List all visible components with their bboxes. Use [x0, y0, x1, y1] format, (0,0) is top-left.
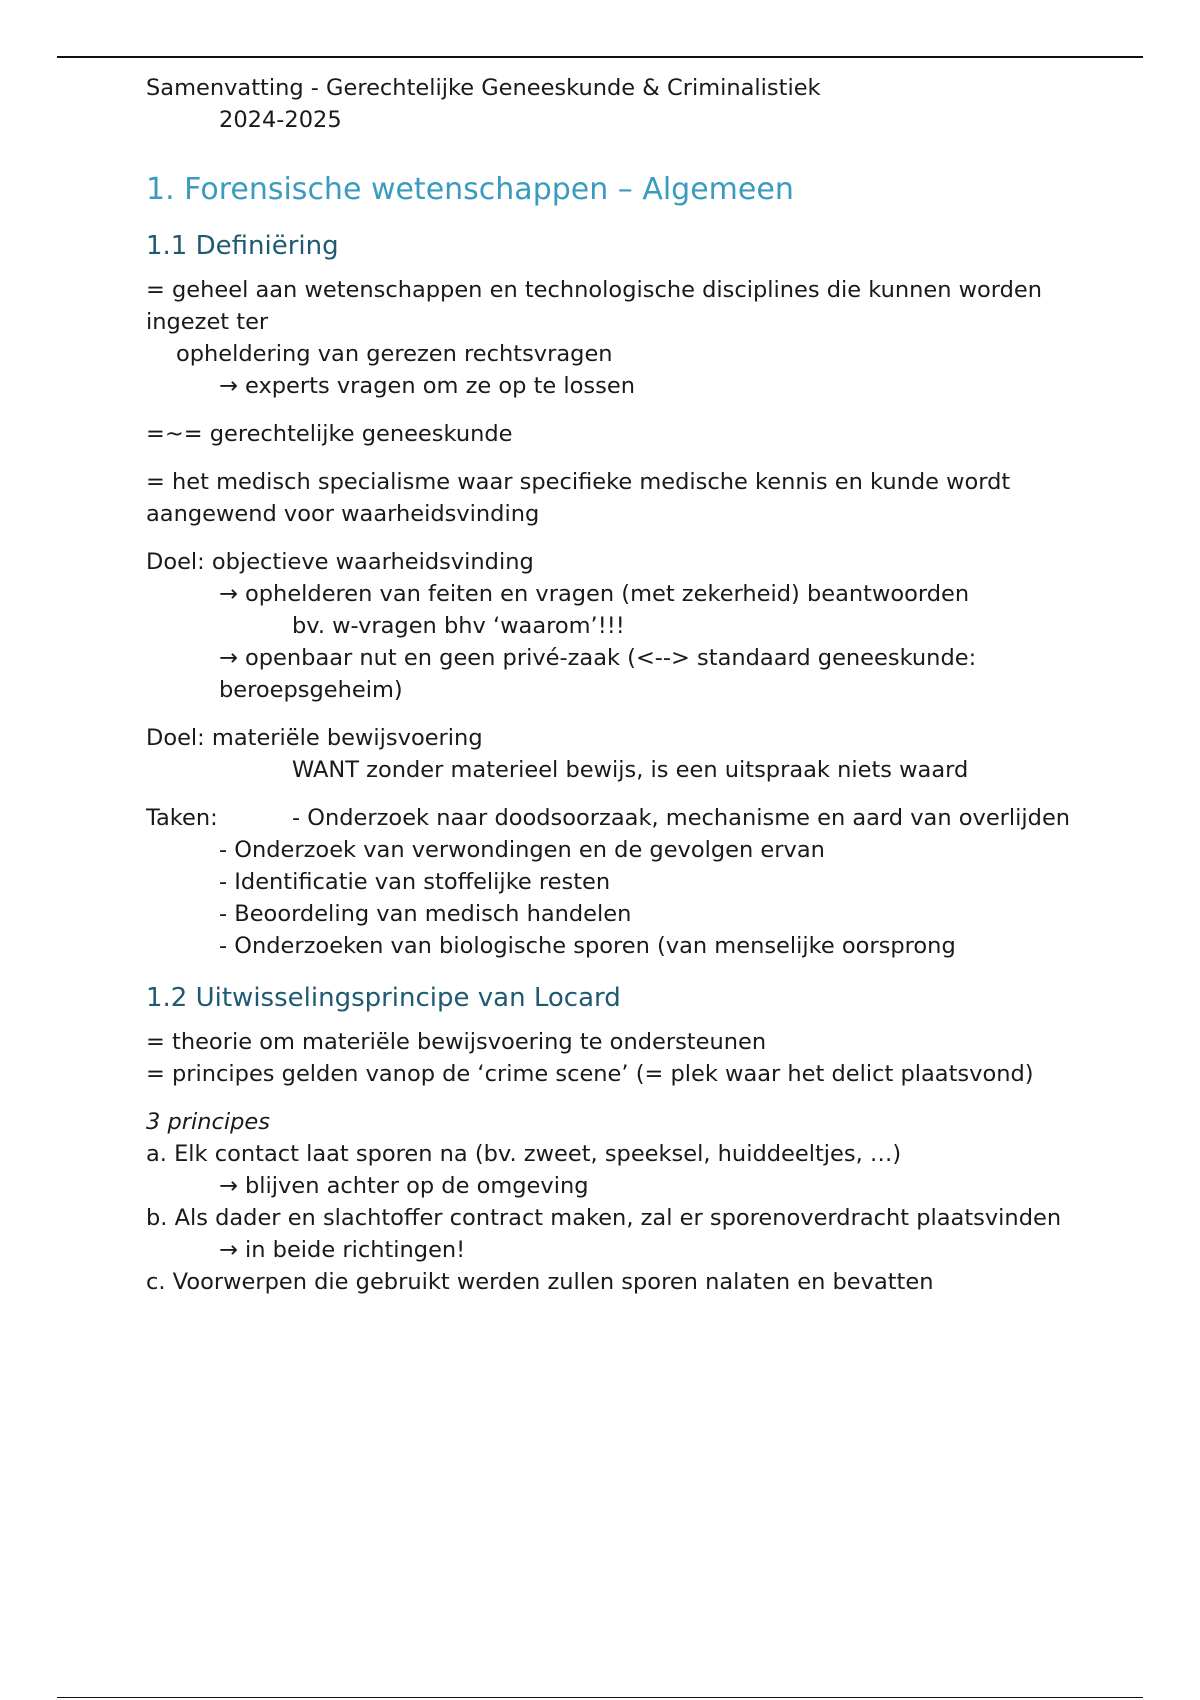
- taken-item: - Beoordeling van medisch handelen: [219, 901, 632, 927]
- principe-a: a. Elk contact laat sporen na (bv. zweet, speeksel, huiddeeltjes, …): [146, 1141, 902, 1167]
- doel-waarheidsvinding: Doel: objectieve waarheidsvinding: [146, 549, 534, 575]
- definition-text: = geheel aan wetenschappen en technologische disciplines die kunnen worden ingezet ter: [146, 277, 1043, 335]
- approx-line: =~= gerechtelijke geneeskunde: [146, 421, 513, 447]
- taken-item: - Onderzoeken van biologische sporen (van menselijke oorsprong: [219, 933, 956, 959]
- principe-b: b. Als dader en slachtoffer contract maken, zal er sporenoverdracht plaatsvinden: [146, 1205, 1062, 1231]
- document-year: 2024-2025: [219, 107, 342, 133]
- medisch-definition: = het medisch specialisme waar specifieke medische kennis en kunde wordt aangewend voor waarheidsvinding: [146, 469, 1011, 527]
- doel-arrow-openbaar: → openbaar nut en geen privé-zaak (<--> standaard geneeskunde: beroepsgeheim): [219, 645, 977, 703]
- header-rule: [57, 56, 1143, 58]
- definition-text-cont: opheldering van gerezen rechtsvragen: [176, 341, 613, 367]
- taken-item: - Identificatie van stoffelijke resten: [219, 869, 611, 895]
- principe-a-arrow: → blijven achter op de omgeving: [219, 1173, 589, 1199]
- doel-bewijsvoering: Doel: materiële bewijsvoering: [146, 725, 483, 751]
- footer-rule: [57, 1697, 1143, 1698]
- taken-item: - Onderzoek van verwondingen en de gevolgen ervan: [219, 837, 825, 863]
- principes-label: 3 principes: [146, 1109, 270, 1135]
- document-page: [146, 72, 1096, 1298]
- definition-arrow-line: → experts vragen om ze op te lossen: [219, 373, 635, 399]
- locard-principes-crime-scene: = principes gelden vanop de ‘crime scene’ (= plek waar het delict plaatsvond): [146, 1061, 1034, 1087]
- doel-arrow-ophelderen: → ophelderen van feiten en vragen (met zekerheid) beantwoorden: [219, 581, 970, 607]
- doel-want-line: WANT zonder materieel bewijs, is een uitspraak niets waard: [292, 757, 969, 783]
- principe-c: c. Voorwerpen die gebruikt werden zullen sporen nalaten en bevatten: [146, 1269, 934, 1295]
- taken-label: Taken:: [146, 805, 218, 831]
- chapter-heading: 1. Forensische wetenschappen – Algemeen: [146, 172, 794, 207]
- taken-first-line: [146, 802, 1096, 834]
- section-heading-locard: 1.2 Uitwisselingsprincipe van Locard: [146, 983, 621, 1013]
- locard-theorie: = theorie om materiële bewijsvoering te ondersteunen: [146, 1029, 767, 1055]
- taken-item: - Onderzoek naar doodsoorzaak, mechanisme en aard van overlijden: [292, 805, 1071, 831]
- section-heading-definiering: 1.1 Definiëring: [146, 231, 339, 261]
- document-title: Samenvatting - Gerechtelijke Geneeskunde & Criminalistiek: [146, 75, 821, 101]
- principe-b-arrow: → in beide richtingen!: [219, 1237, 466, 1263]
- doel-example: bv. w-vragen bhv ‘waarom’!!!: [292, 613, 625, 639]
